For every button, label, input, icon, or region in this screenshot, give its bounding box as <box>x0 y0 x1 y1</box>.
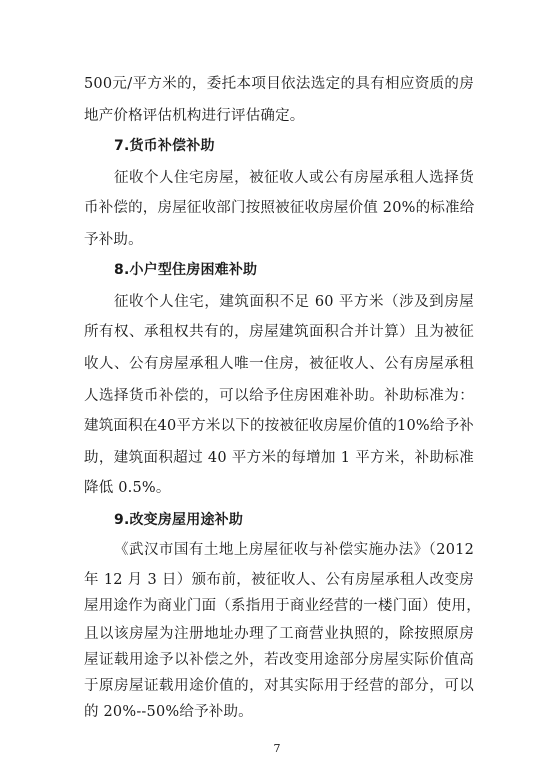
paragraph-line: 予补助。 <box>84 232 143 248</box>
paragraph-line: 屋用途作为商业门面（系指用于商业经营的一楼门面）使用， <box>84 598 481 614</box>
paragraph-line: 于原房屋证载用途价值的，对其实际用于经营的部分，可以 <box>84 678 474 694</box>
section-heading: 8.小户型住房困难补助 <box>114 262 258 278</box>
paragraph-line: 收人、公有房屋承租人唯一住房，被征收人、公有房屋承租 <box>84 356 474 372</box>
paragraph-line: 助，建筑面积超过 40 平方米的每增加 1 平方米，补助标准 <box>84 450 474 466</box>
paragraph-line: 屋证载用途予以补偿之外，若改变用途部分房屋实际价值高 <box>84 652 474 668</box>
paragraph-line: 币补偿的，房屋征收部门按照被征收房屋价值 20%的标准给 <box>84 200 475 216</box>
paragraph-line: 《武汉市国有土地上房屋征收与补偿实施办法》（2012 <box>114 542 474 558</box>
paragraph-line-last: 的 20%--50%给予补助。 <box>84 704 253 720</box>
paragraph-line: 所有权、承租权共有的，房屋建筑面积合并计算）且为被征 <box>84 324 474 340</box>
page-number: 7 <box>273 742 281 755</box>
paragraph-line: 地产价格评估机构进行评估确定。 <box>84 108 305 124</box>
paragraph-line: 人选择货币补偿的，可以给予住房困难补助。补助标准为： <box>84 388 474 404</box>
paragraph-line: 且以该房屋为注册地址办理了工商营业执照的，除按照原房 <box>84 626 474 642</box>
section-heading: 9.改变房屋用途补助 <box>114 512 244 528</box>
paragraph-line: 年 12 月 3 日）颁布前，被征收人、公有房屋承租人改变房 <box>84 572 474 588</box>
paragraph-line: 500元/平方米的，委托本项目依法选定的具有相应资质的房 <box>84 76 474 92</box>
paragraph-line: 降低 0.5%。 <box>84 480 171 496</box>
paragraph-line: 征收个人住宅，建筑面积不足 60 平方米（涉及到房屋 <box>114 294 474 310</box>
section-heading: 7.货币补偿补助 <box>114 138 215 154</box>
paragraph-line: 征收个人住宅房屋，被征收人或公有房屋承租人选择货 <box>114 170 474 186</box>
paragraph-line: 建筑面积在40平方米以下的按被征收房屋价值的10%给予补 <box>84 418 474 434</box>
